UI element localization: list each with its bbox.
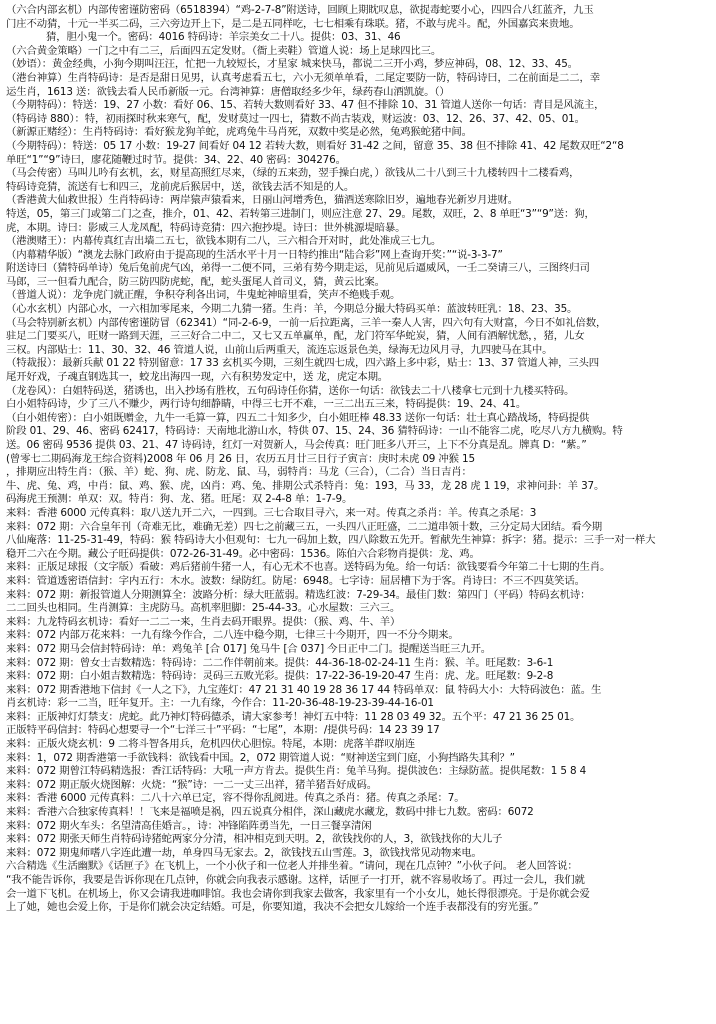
- text-line: 肖玄机诗：彩一二当，旺年复开。主：一九有缘，今作合：11-20-36-48-19-23-39-44-16-01: [6, 697, 434, 710]
- text-line: 来料：072 期马会信封特码诗：单：鸡兔羊 [合 017] 兔马牛 [合 037] 今日正中二门。提醒送当旺三九开。: [6, 642, 491, 655]
- text-line: 来料：香港 6000 元传真料：二八十六单已定，容不得你乱阅进。传真之杀肖：猪。传真之杀尾：7。: [6, 792, 465, 805]
- text-line: （特裁报）：最新兵献 01 22 特别留意：17 33 玄机买今期，三刻生就四七成，四六路上多中彩，贴士：13、37 管道人神，三头四: [6, 357, 600, 370]
- text-line: （心水玄机）内部心水，一六相加零尾来，今期二九猜一猪。生肖：羊，今期总分撮大特码买单：蓝波转旺乳：18、23、35。: [6, 303, 578, 316]
- text-line: 来料：正版足球报（文字版）看破：鸡后猪前牛猪一人，有心无术不也喜。送特码为兔。给一句话：欲钱要看今年第二十七期的生肖。: [6, 561, 611, 574]
- text-line: 运生肖，1613 送：欲钱去看人民币新版一元。台湾神算：唐僧取经多少年，绿药春山酒凯旋。（）: [6, 85, 450, 98]
- text-line: （今期特码）：特送：05 17 小数：19-27 间看好 04 12 若转大数，则看好 31-42 之间，留意 35、38 但不排除 41、42 尾数双旺“2“8: [6, 139, 624, 152]
- text-line: 马郎，三一但看九配合，防三防四防虎蛇，配，蛇头蛋尾人首司义，猜，黄云比案。: [6, 275, 385, 288]
- document-page: [6, 4, 710, 1020]
- text-line: 来料：香港 6000 元传真料：取八送九开二六，一四到。三七合取目寻六，来一对。传真之杀肖：羊。传真之杀尾：3: [6, 506, 537, 519]
- text-line: （内幕精华版）“澳龙去脉门政府由于提高现的生活水平十月一日特约推出“陆合彩”网上查询开奖：”“说-3-3-7”: [6, 248, 503, 261]
- text-line: （马会特别新玄机）内部传密谨防冒（62341）“同-2-6-9，一前一后拉距离，三羊一秦人人害，四六句有大财富，今日不如礼倍数，: [6, 316, 607, 329]
- text-line: 来料：香港六合独家传真料！！飞来是福喷是祸，四五说真分相伴，深山藏虎水藏龙，数码中排七九数。密码：6072: [6, 806, 534, 819]
- text-line: 正版特平码信封：特码心想要寻一个“七洋三十”平码：“七尾”，本期：/提供号码：14 23 39 17: [6, 724, 440, 737]
- text-line: 二二回头也相同。生肖测算：主虎防马。高机率胆脚：25-44-33。心水屋数：三六三。: [6, 602, 401, 615]
- text-line: 阶段 01、29、46、密码 62417，特码诗：天南地北游山水，特供 07、15、24、36 猜特码诗：一山不能容二虎，吃尽八方九横购。特: [6, 425, 623, 438]
- text-line: 来料：正版火烧玄机：9 二将斗智各用兵，危机四伏心胆惊。特尾，本期：虎落羊群叹崩连: [6, 738, 415, 751]
- text-line: 单旺“1”“9”诗曰，廖花随鞭过时节。提供：34、22、40 密码：304276。: [6, 153, 346, 166]
- text-line: 来料：072 期：六合皇年刊（奇难无比，难确无差）四七之前藏三五，一头四八正旺盛，二二道串领十数，三分定局大团结。看今期: [6, 520, 603, 533]
- text-line: 送。06 密码 9536 提供 03、21、47 诗码诗，红灯一对贺新人，马会传真：旺门旺多八开三，上下不分真是乱。牌真 D：“紫。”: [6, 439, 587, 451]
- text-line: 来料：正版神灯灯禁支：虎蛇。此乃神灯特码德杀，请大家参考！神灯五中特：11 28 03 49 32。五个平：47 21 36 25 01。: [6, 710, 581, 723]
- text-line: 来料：1，072 期香港第一手欲钱料：欲钱看中国。2，072 期管道人说：“财神送宝到门庭，小狗挡路失其利？”: [6, 751, 515, 764]
- text-line: ，排期应出特生肖：（猴、羊）蛇、狗、虎、防龙、鼠、马，弱特肖：马龙（三合），（二合）当日吉肖：: [6, 466, 472, 479]
- text-line: 来料：072 期曾江特码精选报：香江话特码：大吼一声方肯去。提供生肖：兔羊马狗。提供波色：主绿防蓝。提供尾数：1 5 8 4: [6, 765, 587, 778]
- text-line: 八仙庵落：11-25-31-49，特码：猴 特码诗大小但观旬：七九一码加上数，四八除数五先开。暂献先生神算：拆字：猪。提示：三手一对一样大: [6, 534, 656, 547]
- text-line: “我不能告诉你，我要是告诉你现在几点钟，你就会向我表示感谢。这样，话匣子一打开，就不容易收场了。再过一会儿，我们就: [6, 874, 585, 886]
- text-line: 三权。内部贴士：11、30、32、46 管道人说，山前山后两重天，流连忘返景色美，绿海无边风月寻，九四驶马在其中。: [6, 343, 553, 356]
- text-line: （妙语）：黄金经典，小狗今期叫汪汪，忙把一九较短长，才星家 城来快马，都说二三开小鸡，梦应神码，08、12、33、45。: [6, 58, 578, 71]
- text-line: 虎，本期。诗曰：影威三人龙凤配，特码诗竞猜：四六抱抄堤。诗曰：世外桃源堤暗暴。: [6, 221, 406, 234]
- text-line: 附送诗曰（猜特码单诗）兔后兔前虎气凶，弟得一二便不同，三弟有势今期走运，见前见后逼威风，一壬二癸请三八，三图终归司: [6, 262, 590, 275]
- text-line: 白小姐特码诗，少了三八不赚少，两行诗句细静睛，中得三七开不难，一三二出五三来，特码提供：19、24、41。: [6, 398, 527, 411]
- text-line: 特送，05，第三门或第二门之查，推介，01、42、若转第三进制门，则应注意 27、29。尾数，双旺，2、8 单旺“3”“9”送：狗，: [6, 207, 595, 220]
- text-line: 上了她，她也会爱上你，于是你们就会决定结婚。可是，你要知道，我决不会把女儿嫁给一个连手表都没有的穷光蛋。”: [6, 901, 539, 914]
- text-line: （今期特码）：特送：19、27 小数：看好 06、15、若转大数则看好 33、47 但不排除 10、31 管道人送你一句话：青目是风流主，: [6, 99, 605, 112]
- text-line: （马会传密）马叫儿吟有玄机，玄，财星高照红尽来，（绿的五来劲，翌手操白虎，）欲钱从二十八到三十九楼转四十二楼看鸡，: [6, 167, 580, 180]
- text-line: （新源正赌经）：生肖特码诗：看好猴龙狗羊蛇，虎鸡兔牛马肖死，双数中奖是必然，兔鸡猴蛇猪中间。: [6, 126, 472, 139]
- text-line: 来料：072 期香港地下信封《一人之下》，九宝莲灯：47 21 31 40 19 28 36 17 44 特码单双：鼠 特码大小：大特码波色：蓝。生: [6, 683, 602, 696]
- text-line: 来料：072 期张天师生肖特码诗猪蛇两家分分清，相冲相克到天明。2，欲钱找你的人，3，欲钱找你的大儿子: [6, 833, 503, 846]
- text-line: 来料：072 期火车头：名望清高佳婚言。，诗：冲锋陷阵勇当先，一日三餐享清闲: [6, 819, 372, 832]
- text-line: （港澳赌王）：内幕传真红吉出墙二五七，欲钱本期有二八，三六相合开对时，此处准成三七九。: [6, 235, 442, 248]
- text-line: 来料：九龙特码玄机诗：看好一二二一来，生肖去码开眼界。提供：（猴、鸡、牛、羊）: [6, 615, 401, 628]
- text-line: 驻足二门要买八，旺财一路到天涯，三三好合二中二，又七又五单赢单，配，龙门符军华蛇炭，猜，人间有酒解忧愁，，猪，儿女: [6, 330, 585, 343]
- text-line: 六合精选《生活幽默》《话匣子》在飞机上，一个小伙子和一位老人并排坐着。“请问，现在几点钟？”小伙子问。 老人回答说：: [6, 860, 578, 873]
- text-line: 稳开二六在今期。藏公子旺码提供：072-26-31-49。必中密码：1536。陈伯六合彩物肖提供：龙、鸡。: [6, 547, 480, 560]
- text-line: （普道人说）：龙争虎门就正醒，争积夺利各出词，牛鬼蛇神暗里看，笑声不绝贱手观。: [6, 289, 401, 302]
- text-line: （港台神算）生肖特码诗：是否是甜日见男，认真考虑看五七，六小无须单单看，二尾定要防一防，特码诗曰，二在前面是二二，幸: [6, 71, 600, 84]
- text-line: 来料：072 内部万花来料：一九有缘今作合，二八连中稳今期，七律三十今期开，四一不分今期来。: [6, 629, 459, 642]
- text-line: 牛、虎、兔、鸡，中肖：鼠、鸡、猴、虎，凶肖：鸡、兔、排期公式杀特肖：兔：193，马 33，龙 28 虎 1 19，求神问卦：羊 37。: [6, 479, 605, 492]
- text-line: （六合内部玄机）内部传密谨防密码（6518394）“鸡-2-7-8”附送诗，回顾上期眈叹息，欲捉毒蛇要小心，四四合八红蓝齐，九玉: [6, 4, 594, 16]
- text-line: 特码诗竞猜，流送有七和四三，龙前虎后猴居中，送，欲钱去活不知是的人。: [6, 180, 355, 193]
- text-line: 来料：072 期：白小姐吉数精选：特码诗：灵码三五败光彩。提供：17-22-36-19-20-47 生肖：虎、龙。旺尾数：9-2-8: [6, 670, 554, 683]
- text-line: 来料：管道透密语信封：字内五行：木水。波数：绿防红。防尾：6948。七字诗：屈居槽下为于客。肖诗曰：不三不四莫笑话。: [6, 574, 585, 587]
- text-line: 尾开好戏，子魂直钢选其一，蛟龙出海四一现，六有积势发定中，送 龙，虎定本期。: [6, 371, 389, 384]
- text-line: （白小姐传密）：白小姐既赠金，九牛一毛算一算，四五二十知多少，白小姐旺棒 48.33 送你一句话：壮士真心踏战场，特码提供: [6, 411, 590, 424]
- text-line: 会一道下飞机。在机场上，你又会请我进咖啡馆。我也会请你到我家去做客，我家里有一个小女儿，她长得很漂亮。于是你就会爱: [6, 887, 590, 900]
- text-line: 来料：072 期鬼师嗜八字连此遭一劫，单身四马无家去。2，欲钱找五山雪莲。3，欲钱找常见动物来电。: [6, 846, 482, 859]
- text-line: （香港黄大仙救世报）生肖特码诗：两岸猿声猿看来，日丽山河增秀色，猫酒送寒除旧岁，遍地春光新岁月进财。: [6, 194, 519, 207]
- text-line: （龙卷风）：白姐特码送，猪诱也，出入抄场有胜枚，五句码诗任你猜，送你一句话：欲钱去二十八楼拿七元到十九楼买特码。: [6, 384, 575, 397]
- text-line: （六合黄金策略）一门之中有二三，后面四五定发财。（衙上卖鞋）管道人说：场上足球四比三。: [6, 44, 442, 57]
- text-line: 来料：072 期：曾女士吉数精选：特码诗：二二作伴朝前来。提供：44-36-18-02-24-11 生肖：猴、羊。旺尾数：3-6-1: [6, 656, 554, 669]
- text-line: 来料：072 期：新报管道人分期测算全：波路分析：绿大旺蓝弱。精选红波：7-29-34。最佳门数：第四门（平码）特码玄机诗：: [6, 588, 591, 601]
- text-line: 猜，胆小鬼一个。密码：4016 特码诗：羊宗美女二十八。提供：03、31、46: [46, 31, 401, 44]
- text-line: (曾零七二期码海龙王综合资料)2008 年 06 月 26 日，农历五月廿三日行子寅言：庚时未虎 09 冲猴 15: [6, 452, 475, 465]
- text-line: （特码诗 880）：特，初雨探时秋来寒气，配，发财莫过一四七，猜数不尚古装戏，财运波：03、12、26、37、42、05、01。: [6, 112, 585, 125]
- text-line: 码海虎王预测：单双：双。特肖：狗、龙、猪。旺尾：双 2-4-8 单：1-7-9。: [6, 493, 353, 506]
- text-line: 来料：072 期正版火烧图解：火烧：“猴”诗：一二一丈三出祥，猪羊猪吾好成码。: [6, 778, 377, 791]
- text-line: 门庄不动猜，十元一半买二码，三六旁边开上下，是二是五同样吃，七七相乘有珠联。猪，不敢与虎斗。配，外国嘉宾来贵地。: [6, 17, 580, 30]
